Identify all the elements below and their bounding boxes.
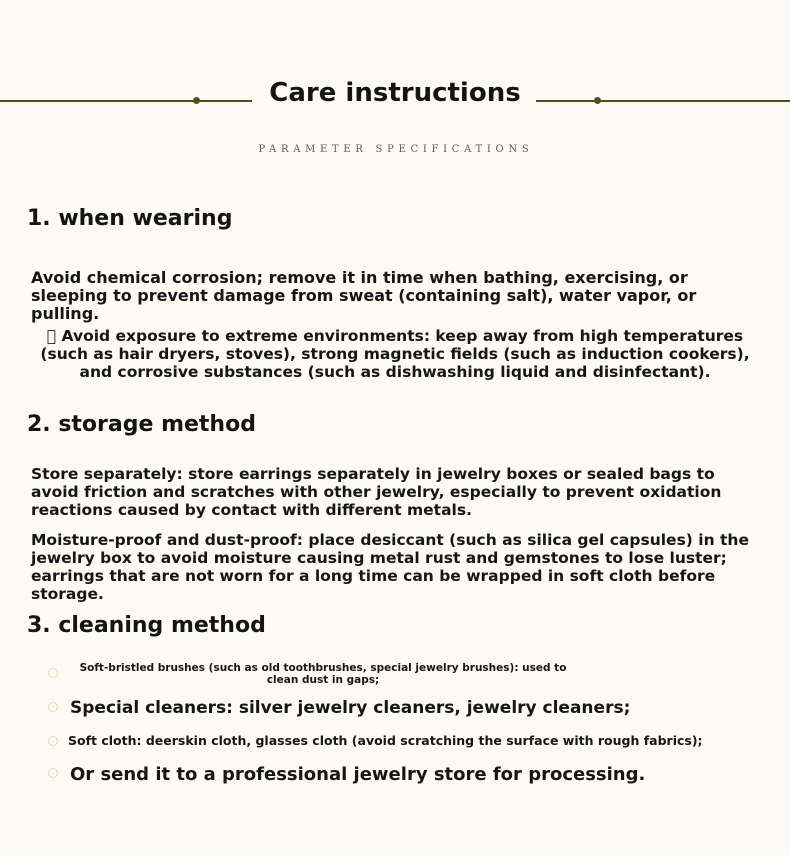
paragraph-chemical-corrosion: Avoid chemical corrosion; remove it in time when bathing, exercising, or sleeping to prevent damage from sweat (containing salt), water vapor, or pulling.	[31, 268, 697, 323]
list-item	[48, 660, 748, 690]
page-subtitle: PARAMETER SPECIFICATIONS	[258, 144, 534, 155]
header	[0, 60, 790, 170]
bullet-icon	[48, 702, 58, 712]
bullet-text-brushes: Soft-bristled brushes (such as old toothbrushes, special jewelry brushes): used to clean dust in gaps;	[79, 662, 567, 686]
section-heading-storage: 2. storage method	[27, 412, 256, 437]
paragraph-moisture-proof: Moisture-proof and dust-proof: place desiccant (such as silica gel capsules) in the jewelry box to avoid moisture causing metal rust and gemstones to lose luster; earrings that are not worn for a long time can be wrapped in soft cloth before storage.	[31, 531, 749, 603]
bullet-text-cleaners: Special cleaners: silver jewelry cleaners, jewelry cleaners;	[70, 698, 631, 718]
section-heading-wearing: 1. when wearing	[27, 206, 233, 231]
paragraph-store-separately: Store separately: store earrings separately in jewelry boxes or sealed bags to avoid friction and scratches with other jewelry, especially to prevent oxidation reactions caused by contact with different metals.	[31, 465, 722, 519]
bullet-text-professional-store: Or send it to a professional jewelry store for processing.	[70, 764, 646, 785]
page-title: Care instructions	[269, 78, 521, 108]
bullet-icon	[48, 768, 58, 778]
list-item	[48, 764, 748, 788]
bullet-icon	[48, 668, 58, 678]
section-heading-cleaning: 3. cleaning method	[27, 613, 266, 638]
list-item	[48, 697, 748, 721]
bullet-text-soft-cloth: Soft cloth: deerskin cloth, glasses cloth (avoid scratching the surface with rough fabrics);	[68, 733, 703, 748]
bullet-icon	[48, 736, 58, 746]
list-item	[48, 732, 748, 752]
paragraph-extreme-environments: Avoid exposure to extreme environments: keep away from high temperatures (such as hair dryers, stoves), strong magnetic fields (such as induction cookers), and corrosive substances (such as dishwashing liquid and disinfectant).	[27, 327, 763, 381]
